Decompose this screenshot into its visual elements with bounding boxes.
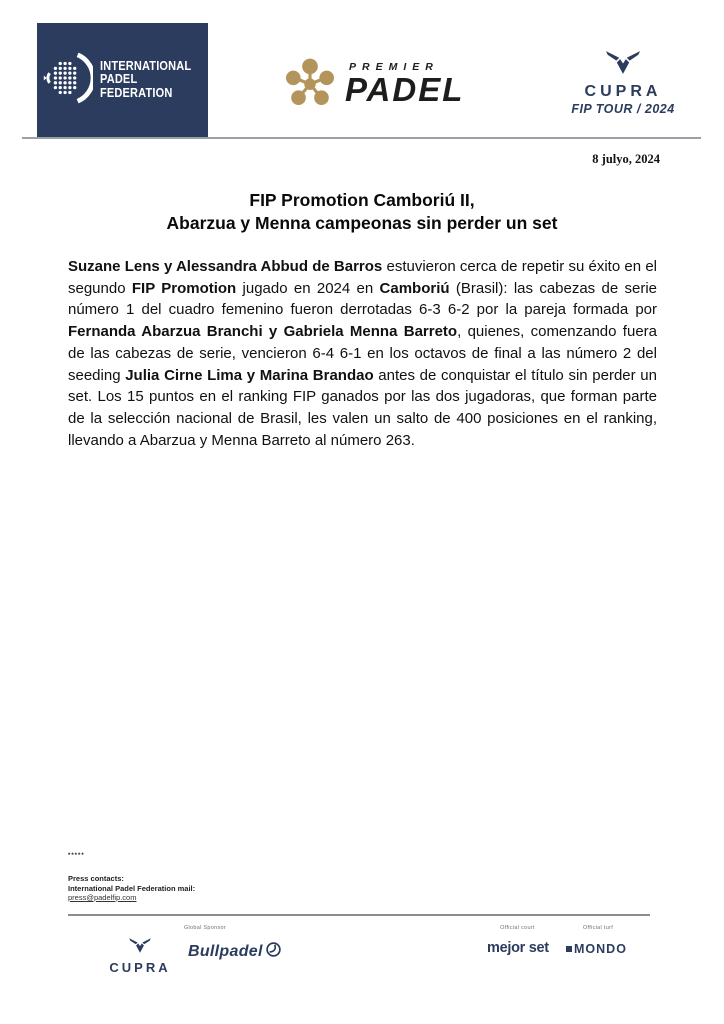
- press-contacts-org: International Padel Federation mail:: [68, 883, 196, 893]
- date-line: 8 julyo, 2024: [592, 152, 660, 166]
- bullpadel-footer-logo: [188, 941, 282, 963]
- ipf-logo: [37, 23, 208, 137]
- press-email-link[interactable]: press@padelfip.com: [68, 893, 137, 902]
- header-divider: [22, 137, 701, 139]
- cupra-fip-tour-logo: [553, 49, 693, 116]
- premier-molecule-icon: [286, 57, 334, 110]
- mondo-square-icon: [566, 946, 572, 952]
- premier-padel-logo: [286, 57, 464, 110]
- footer-divider: [68, 914, 650, 916]
- cupra-emblem-icon: [604, 63, 642, 80]
- ipf-line2: PADEL: [100, 72, 138, 87]
- end-of-release-marker: *****: [68, 853, 85, 859]
- ipf-line3: FEDERATION: [100, 85, 173, 100]
- fip-tour-year: FIP TOUR / 2024: [571, 102, 675, 116]
- body-paragraph: Suzane Lens y Alessandra Abbud de Barros estuvieron cerca de repetir su éxito en el segundo FIP Promotion jugado en 2024 en Camboriú (Brasil): las cabezas de serie número 1 del cuadro femenino fueron derrotadas 6-3 6-2 por la pareja formada por Fernanda Abarzua Branchi y Gabriela Menna Barreto, quienes, comenzando fuera de las cabezas de serie, vencieron 6-4 6-1 en los octavos de final a las número 2 del seeding Julia Cirne Lima y Marina Brandao antes de conquistar el título sin perder un set. Los 15 puntos en el ranking FIP ganados por las dos jugadoras, que forman parte de la selección nacional de Brasil, les valen un salto de 400 posiciones en el ranking, llevando a Abarzua y Menna Barreto al número 263.: [68, 258, 657, 449]
- mejorset-sponsor-label: Official court: [500, 925, 535, 931]
- press-contacts-heading: Press contacts:: [68, 874, 124, 883]
- title-line1: FIP Promotion Camboriú II,: [249, 190, 475, 210]
- cupra-footer-logo: [85, 937, 195, 975]
- title-line2: Abarzua y Menna campeonas sin perder un set: [166, 213, 558, 233]
- ipf-racket-icon: [41, 50, 93, 111]
- ipf-wordmark: [100, 60, 191, 101]
- bullpadel-wordmark: Bullpadel: [188, 943, 263, 960]
- mejorset-wordmark: mejor set: [487, 940, 549, 956]
- mondo-wordmark: MONDO: [574, 942, 627, 956]
- bullpadel-ring-icon: [265, 941, 282, 963]
- premier-word-bottom: PADEL: [345, 70, 465, 108]
- cupra-wordmark: CUPRA: [584, 83, 662, 100]
- ipf-line1: INTERNATIONAL: [100, 58, 192, 73]
- cupra-footer-wordmark: CUPRA: [109, 960, 171, 975]
- bullpadel-sponsor-label: Global Sponsor: [183, 925, 227, 931]
- premier-wordmark: [345, 61, 464, 107]
- press-contacts-block: [68, 874, 195, 903]
- mondo-footer-logo: [566, 942, 627, 956]
- premier-word-top: PREMIER: [349, 60, 439, 73]
- page-title: [0, 189, 724, 235]
- cupra-footer-emblem-icon: [128, 941, 152, 958]
- mondo-sponsor-label: Official turf: [582, 925, 614, 931]
- mejorset-footer-logo: [487, 940, 549, 956]
